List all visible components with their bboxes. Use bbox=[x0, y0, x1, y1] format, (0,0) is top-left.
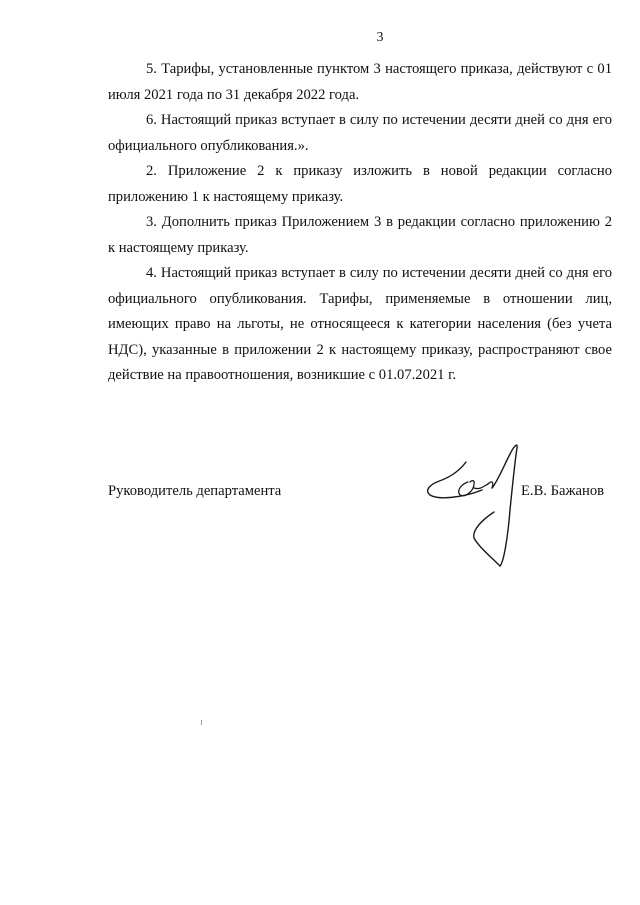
handwritten-signature bbox=[422, 440, 526, 570]
document-body bbox=[108, 57, 612, 389]
signatory-title: Руководитель департамента bbox=[108, 483, 282, 499]
paragraph-6-effective-date: 6. Настоящий приказ вступает в силу по истечении десяти дней со дня его официального опубликования.». bbox=[108, 112, 612, 154]
signatory-name: Е.В. Бажанов bbox=[521, 483, 605, 499]
page-number: 3 bbox=[376, 30, 384, 45]
scan-artifact bbox=[201, 720, 202, 725]
paragraph-3-appendix-3: 3. Дополнить приказ Приложением 3 в редакции согласно приложению 2 к настоящему приказу. bbox=[108, 214, 612, 256]
paragraph-2-appendix-2: 2. Приложение 2 к приказу изложить в новой редакции согласно приложению 1 к настоящему приказу. bbox=[108, 163, 612, 205]
paragraph-5-tariffs: 5. Тарифы, установленные пунктом 3 настоящего приказа, действуют с 01 июля 2021 года по 31 декабря 2022 года. bbox=[108, 61, 612, 103]
paragraph-4-effective-date: 4. Настоящий приказ вступает в силу по истечении десяти дней со дня его официального опубликования. Тарифы, применяемые в отношении лиц, имеющих право на льготы, не относящееся к категории населения (без учета НДС), указанные в приложении 2 к настоящему приказу, распространяют свое действие на правоотношения, возникшие с 01.07.2021 г. bbox=[108, 265, 612, 383]
